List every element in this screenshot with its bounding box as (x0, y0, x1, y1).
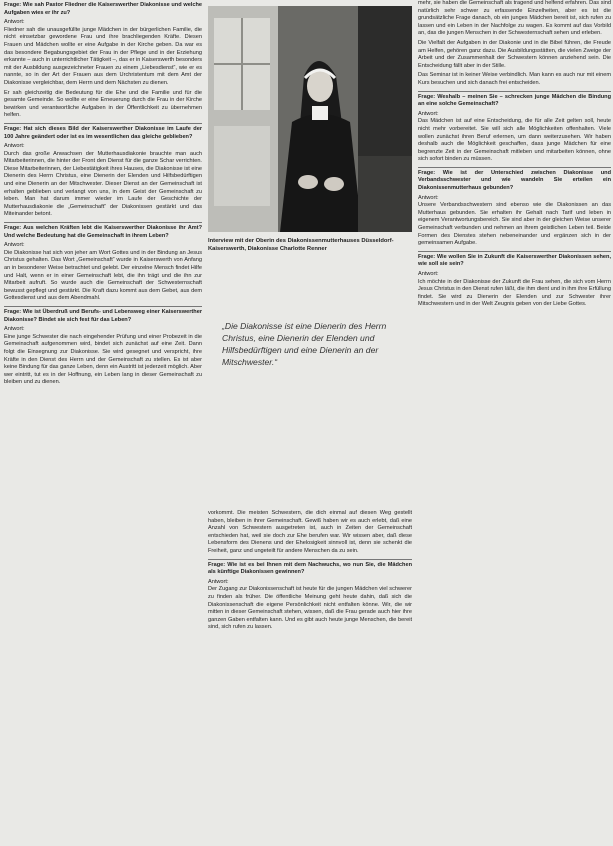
interview-question: Frage: Wie ist es bei Ihnen mit dem Nachwuchs, wo nun Sie, die Mädchen als künftige Diakonissen gewinnen? (208, 561, 412, 576)
answer-label: Antwort: (418, 110, 439, 117)
paragraph: Ich möchte in der Diakonisse der Zukunft die Frau sehen, die sich vom Herrn Jesus Christus in den Dienst rufen läßt, die ihm dient und in ihm ihre Erfüllung findet. Sie wird zu Dienerin der Elenden und zur Schwester ihrer Mitschwestern und in der Welt Zeugnis geben von der Liebe Gottes. (418, 278, 611, 308)
paragraph: vorkommt. Die meisten Schwestern, die dich einmal auf diesen Weg gestellt haben, bleiben in ihrer Gemeinschaft. Gewiß haben wir es auch erlebt, daß eine Anzahl von Schwestern ausgetreten ist, auch in Zeiten der Gemeinschaft entschieden hat, weil sie doch zur Ehe berufen war. Wir wissen aber, daß diese Lebensform des Dienens und der Ehelosigkeit sinnvoll ist, denn sie schenkt die Freiheit, ganz und ungeteilt für andere Menschen da zu sein. (208, 510, 412, 554)
section-divider (4, 123, 202, 124)
interview-question: Frage: Aus welchen Kräften lebt die Kaiserswerther Diakonisse ihr Amt? Und welche Bedeutung hat die Gemeinschaft in ihrem Leben? (4, 225, 202, 239)
section-divider (208, 559, 412, 560)
photo-illustration (208, 6, 412, 232)
section-divider (418, 167, 611, 168)
right-column (418, 0, 611, 846)
paragraph: mehr, sie haben die Gemeinschaft als tragend und helfend erfahren. Das sind natürlich sehr schwer zu erfassende Einzelheiten, aber es ist die grundsätzliche Frage danach, ob ein junges Mädchen bereit ist, sich rufen zu lassen und ein Leben in der Nachfolge zu wagen. Es kommt auf das Vorbild an, das die jungen Menschen in der Schwesternschaft sehen und erleben. (418, 0, 611, 37)
pull-quote: „Die Diakonisse ist eine Dienerin des Herrn Christus, eine Dienerin der Elenden und Hilfsbedürftigen und eine Dienerin an der Mitschwester.“ (222, 321, 387, 367)
answer-label: Antwort: (4, 19, 25, 26)
photo-caption: Interview mit der Oberin des Diakonissenmutterhauses Düsseldorf-Kaiserswerth, Diakonisse Charlotte Renner (208, 238, 394, 252)
answer-label: Antwort: (418, 271, 439, 277)
paragraph: Fliedner sah die unausgefüllte junge Mädchen in der bürgerlichen Familie, die nicht einsetzbar gewordene Frau und ihre brachliegenden Kräfte. Diesen Frauen und Mädchen wollte er eine Aufgabe in der Kirche geben. Da war es das besondere Begabungsgebiet der Frau in der Pflege und in der Erziehung erkannte – auch in unterrichtlicher Tätigkeit –, das er in Kaiserswerth besonders mit der Ausbildung ausgezeichneter Frauen zu einem „Liebesdienst“, wie er es nannte, so in der Art der Frauen aus dem Urchristentum mit dem Amt der Diakonisse vergleichbar, dem Herrn und dem Nächsten zu dienen. (4, 26, 202, 86)
section-divider (418, 91, 611, 92)
paragraph: Der Zugang zur Diakonissenschaft ist heute für die jungen Mädchen viel schwerer zu finden als früher. Die öffentliche Meinung geht heute dahin, daß sich die Diakonissenschaft die eigene Persönlichkeit nicht entfalten könne. Wir, die wir mitten in dieser Gemeinschaft stehen, wissen, daß die Frau gerade auch hier ihre ganzen Gaben entfalten kann. Und es gibt auch heute junge Menschen, die bereit sind, sich rufen zu lassen. (208, 586, 412, 631)
interview-question: Frage: Wie sah Pastor Fliedner die Kaiserswerther Diakonisse und welche Aufgaben wies er ihr zu? (4, 2, 202, 16)
interview-question: Frage: Weshalb – meinen Sie – schrecken junge Mädchen die Bindung an eine solche Gemeinschaft? (418, 93, 611, 108)
section-divider (418, 251, 611, 252)
paragraph: Die Diakonisse hat sich von jeher am Wort Gottes und in der Bindung an Jesus Christus gehalten. Das Wort „Gemeinschaft“ wurde in Kaiserswerth von Anfang an in besonderer Weise betrachtet und gelebt. Der einzelne Mensch findet Hilfe und Halt, wenn er in einer Gemeinschaft lebt, die ihn trägt und die ihn zur Mitarbeit aufruft. So wurde auch die Gemeinschaft der Schwesternschaft bewusst gepflegt und gestärkt. Die Kraft dazu kommt aus dem Gebet, aus dem Gottesdienst und aus dem Abendmahl. (4, 249, 202, 302)
section-divider (4, 306, 202, 307)
paragraph: Unsere Verbandsschwestern sind ebenso wie die Diakonissen an das Mutterhaus gebunden. Sie erhalten ihr Gehalt nach Tarif und leben in eigenem Verantwortungsbereich. Sie sind aber in der gleichen Weise unserer Gemeinschaft verbunden und nehmen an ihrem geistlichen Leben teil. Beide Formen des Dienstes stehen nebeneinander und ergänzen sich in der gemeinsamen Aufgabe. (418, 202, 611, 247)
answer-label: Antwort: (208, 578, 229, 585)
interview-question: Frage: Hat sich dieses Bild der Kaiserswerther Diakonisse im Laufe der 100 Jahre geändert oder ist es im wesentlichen das gleiche geblieben? (4, 125, 202, 140)
interview-question: Frage: Wie wollen Sie in Zukunft die Kaiserswerther Diakonissen sehen, wie soll sie sein? (418, 253, 611, 268)
paragraph: Eine junge Schwester die nach eingehender Prüfung und einer Probezeit in die Gemeinschaft aufgenommen wird, bindet sich zunächst auf eine Zeit. Dann folgt die Einsegnung zur Diakonisse. Sie wird gesegnet und verspricht, ihre Kräfte in den Dienst des Herrn und der Gemeinschaft zu stellen. Es ist aber keine Bindung für das ganze Leben, denn ein Austritt ist jederzeit möglich. Aber wer eintritt, tut es in der Hoffnung, ein Leben lang in dieser Gemeinschaft zu bleiben und zu dienen. (4, 333, 202, 386)
answer-label: Antwort: (418, 194, 439, 201)
paragraph: Das Mädchen ist auf eine Entscheidung, die für alle Zeit gelten soll, heute nicht mehr vorbereitet. Sie will sich alle Möglichkeiten offenhalten. Viele wollen zunächst ihren Beruf erlernen, um dann weiterzusehen. Wir haben deshalb auch die Möglichkeit geschaffen, dass junge Mädchen für eine begrenzte Zeit in der Gemeinschaft mitleben und mitarbeiten können, ohne sich sofort binden zu müssen. (418, 118, 611, 163)
interview-photo (208, 6, 412, 232)
paragraph: Durch das große Anwachsen der Mutterhausdiakonie brauchte man auch Mitarbeiterinnen, die hinter der Front den Dienst für die ganze Schar verrichten. Diese Mitarbeiterinnen, der Liebestätigkeit ihres Hauses, die Diakonisse ist eine Dienerin des Herrn Christus, eine Dienerin der Elenden und Hilfsbedürftigen und eine Dienerin an der Mitschwester. Dieser Dienst an der Gemeinschaft ist erhalten geblieben und verlangt von uns, in dem Geist der Gemeinschaft zu leben. Man hat darum immer wieder im Laufe der Geschichte der Mutterhausdiakonie die „Gemeinschaft“ der Diakonissen gestärkt und das Miteinander betont. (4, 150, 202, 218)
left-column (4, 0, 202, 846)
answer-label: Antwort: (4, 143, 25, 150)
paragraph: Er sah gleichzeitig die Bedeutung für die Ehe und die Familie und für die gesamte Gemeinde. So wollte er eine Erneuerung durch die Frau in der Kirche bewirken und verantwortliche Aufgaben in der Öffentlichkeit zu übernehmen helfen. (4, 89, 202, 119)
answer-label: Antwort: (4, 326, 25, 333)
paragraph: Das Seminar ist in keiner Weise verbindlich. Man kann es auch nur mit einem Kurs besuchen und sich danach frei entscheiden. (418, 72, 611, 86)
interview-question: Frage: Wie ist Überdruß und Berufs- und Lebensweg einer Kaiserswerther Diakonisse? Bindet sie sich fest für das Leben? (4, 308, 202, 323)
answer-label: Antwort: (4, 242, 25, 249)
interview-question: Frage: Wie ist der Unterschied zwischen Diakonisse und Verbandsschwester und wie wandeln Sie erteilen ein Diakonissenmutterhaus gebunden? (418, 169, 611, 192)
section-divider (4, 222, 202, 223)
paragraph: Die Vielfalt der Aufgaben in der Diakonie und in die Bibel führen, die Freude am Helfen, gehören ganz dazu. Die Ausbildungsstätten, die vielen Zweige der Arbeit und der Zusammenhalt der Schwestern können anziehend sein. Die Entscheidung fällt aber in der Stille. (418, 39, 611, 69)
middle-column-text (208, 510, 412, 846)
